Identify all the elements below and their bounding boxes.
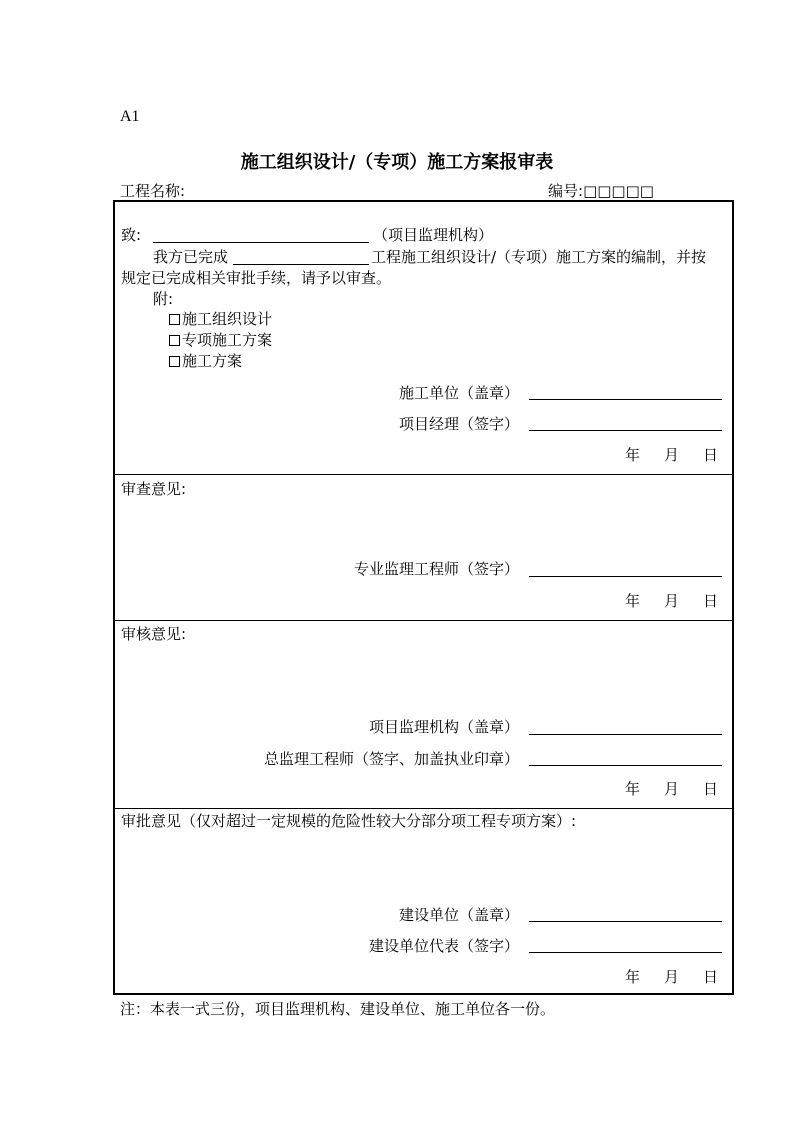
date-row-1: 年 月 日 xyxy=(625,446,719,464)
approval-statement: 规定已完成相关审批手续，请予以审查。 xyxy=(121,269,392,287)
number-boxes[interactable]: □□□□□ xyxy=(583,182,654,200)
specialist-engineer-label: 专业监理工程师（签字） xyxy=(353,560,519,578)
contractor-seal-field[interactable] xyxy=(529,399,722,400)
chief-engineer-label: 总监理工程师（签字、加盖执业印章） xyxy=(263,750,519,768)
form-table xyxy=(113,200,734,995)
owner-seal-field[interactable] xyxy=(529,921,722,922)
section-divider xyxy=(115,808,732,809)
form-code: A1 xyxy=(120,108,140,125)
form-number xyxy=(548,180,654,201)
owner-representative-label: 建设单位代表（签字） xyxy=(368,937,519,955)
date-row-4: 年 月 日 xyxy=(625,968,719,986)
specialist-engineer-field[interactable] xyxy=(529,576,722,577)
project-manager-field[interactable] xyxy=(529,430,722,431)
option-special-plan[interactable]: 专项施工方案 xyxy=(169,329,272,350)
section-divider xyxy=(115,474,732,475)
checkbox-icon[interactable] xyxy=(169,335,180,346)
number-label: 编号: xyxy=(548,182,584,200)
supervision-seal-field[interactable] xyxy=(529,734,722,735)
audit-opinion-label: 审核意见: xyxy=(121,625,187,643)
attachment-label: 附: xyxy=(153,290,174,308)
completed-prefix: 我方已完成 xyxy=(153,248,229,266)
owner-seal-label: 建设单位（盖章） xyxy=(398,906,519,924)
option-construction-design[interactable]: 施工组织设计 xyxy=(169,308,272,329)
project-manager-label: 项目经理（签字） xyxy=(398,415,519,433)
section-divider xyxy=(115,620,732,621)
checkbox-icon[interactable] xyxy=(169,356,180,367)
chief-engineer-field[interactable] xyxy=(529,765,722,766)
option-construction-plan[interactable]: 施工方案 xyxy=(169,350,242,371)
completed-suffix: 工程施工组织设计/（专项）施工方案的编制，并按 xyxy=(371,248,707,266)
checkbox-icon[interactable] xyxy=(169,314,180,325)
project-field[interactable] xyxy=(233,264,369,265)
date-row-2: 年 月 日 xyxy=(625,592,719,610)
supervision-seal-label: 项目监理机构（盖章） xyxy=(368,718,519,736)
form-title: 施工组织设计/（专项）施工方案报审表 xyxy=(240,152,554,173)
approval-opinion-label: 审批意见（仅对超过一定规模的危险性较大分部分项工程专项方案）: xyxy=(121,812,577,830)
to-label: 致: xyxy=(121,226,142,244)
to-recipient-field[interactable] xyxy=(153,242,369,243)
to-suffix: （项目监理机构） xyxy=(373,226,494,244)
project-name-label: 工程名称: xyxy=(120,182,186,200)
date-row-3: 年 月 日 xyxy=(625,780,719,798)
footnote: 注：本表一式三份，项目监理机构、建设单位、施工单位各一份。 xyxy=(120,1000,556,1018)
review-opinion-label: 审查意见: xyxy=(121,480,187,498)
owner-representative-field[interactable] xyxy=(529,952,722,953)
contractor-seal-label: 施工单位（盖章） xyxy=(398,384,519,402)
